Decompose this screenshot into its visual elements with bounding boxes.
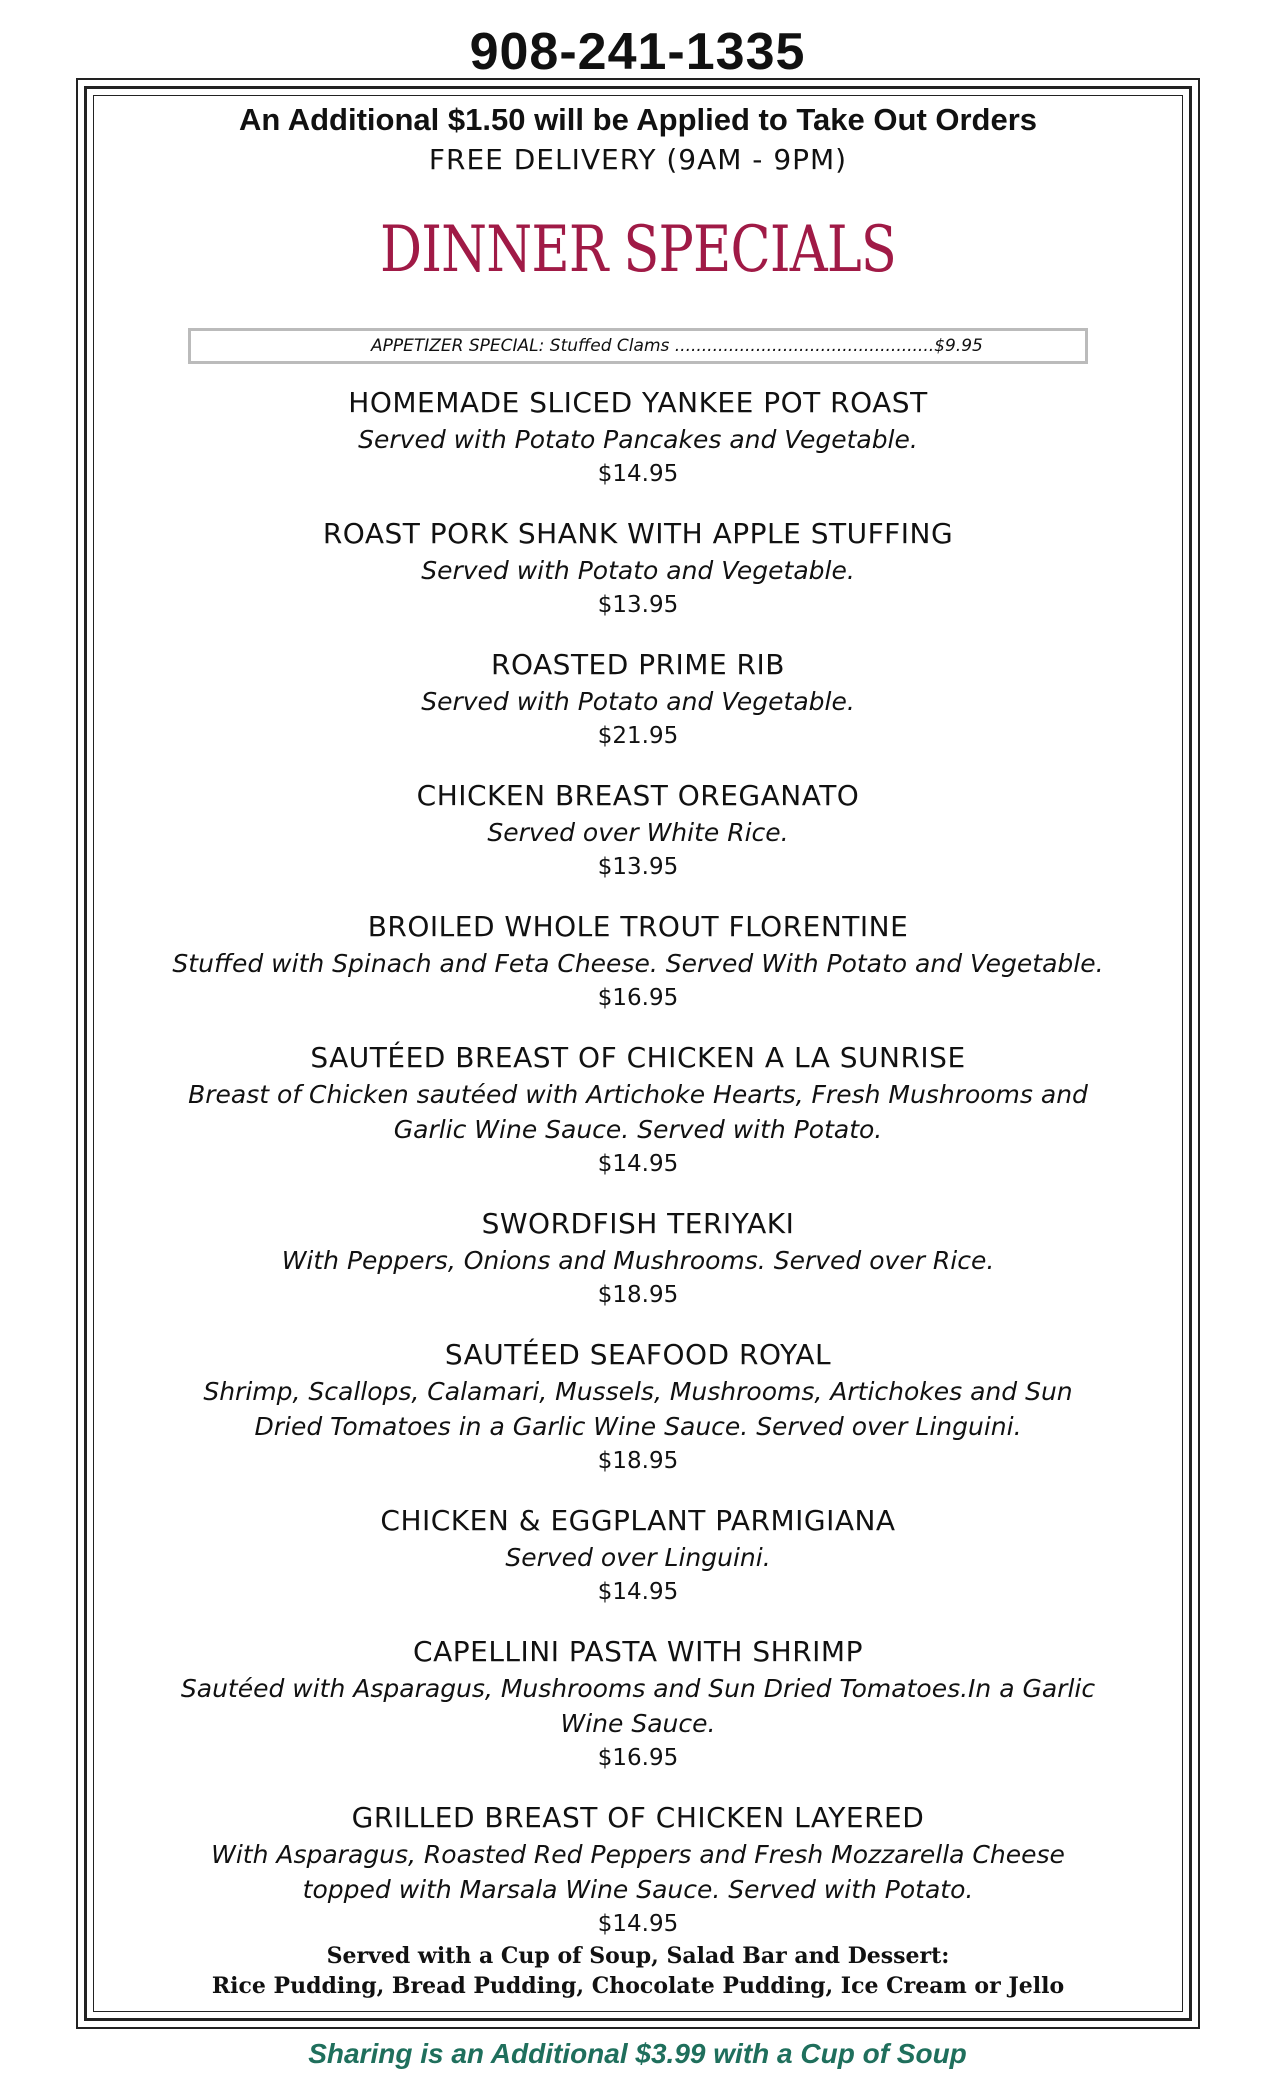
menu-item — [100, 1039, 1176, 1181]
item-name: CAPELLINI PASTA WITH SHRIMP — [413, 1635, 863, 1668]
menu-item — [100, 384, 1176, 491]
item-price: $14.95 — [597, 1151, 679, 1177]
menu-item — [100, 777, 1176, 884]
item-price: $18.95 — [597, 1282, 679, 1308]
appetizer-label: APPETIZER SPECIAL: Stuffed Clams ................................................ — [371, 336, 935, 356]
item-description: Breast of Chicken sautéed with Artichoke Hearts, Fresh Mushrooms and Garlic Wine Sauce. Served with Potato. — [188, 1080, 1088, 1144]
phone-number: 908-241-1335 — [469, 23, 806, 81]
item-name: SAUTÉED BREAST OF CHICKEN A LA SUNRISE — [310, 1041, 966, 1074]
menu-items-list — [100, 384, 1176, 1941]
item-description: Sautéed with Asparagus, Mushrooms and Sun Dried Tomatoes.In a Garlic Wine Sauce. — [180, 1674, 1096, 1738]
item-name: ROASTED PRIME RIB — [491, 648, 785, 681]
menu-item — [100, 1799, 1176, 1941]
menu-item — [100, 1205, 1176, 1312]
includes-line-2: Rice Pudding, Bread Pudding, Chocolate Pudding, Ice Cream or Jello — [211, 1973, 1065, 1999]
item-name: SWORDFISH TERIYAKI — [481, 1207, 795, 1240]
item-name: SAUTÉED SEAFOOD ROYAL — [444, 1338, 832, 1371]
dinner-includes — [100, 1941, 1176, 2001]
includes-line-1: Served with a Cup of Soup, Salad Bar and Dessert: — [326, 1943, 950, 1969]
menu-content — [100, 100, 1176, 2001]
appetizer-special-box — [188, 328, 1088, 364]
item-price: $13.95 — [597, 592, 679, 618]
item-description: Served with Potato Pancakes and Vegetable. — [358, 425, 918, 454]
item-price: $13.95 — [597, 854, 679, 880]
item-price: $18.95 — [597, 1448, 679, 1474]
menu-item — [100, 1633, 1176, 1775]
sharing-notice: Sharing is an Additional $3.99 with a Cup of Soup — [308, 2038, 967, 2069]
item-price: $16.95 — [597, 1745, 679, 1771]
menu-item — [100, 646, 1176, 753]
delivery-notice: FREE DELIVERY (9AM - 9PM) — [428, 143, 848, 176]
item-price: $16.95 — [597, 985, 679, 1011]
item-name: HOMEMADE SLICED YANKEE POT ROAST — [348, 386, 928, 419]
menu-item — [100, 1502, 1176, 1609]
item-price: $14.95 — [597, 1579, 679, 1605]
item-price: $21.95 — [597, 723, 679, 749]
item-name: CHICKEN BREAST OREGANATO — [416, 779, 860, 812]
page-title: DINNER SPECIALS — [379, 213, 897, 287]
item-description: Served with Potato and Vegetable. — [421, 687, 855, 716]
menu-item — [100, 1336, 1176, 1478]
item-description: Served over Linguini. — [505, 1543, 771, 1572]
item-name: ROAST PORK SHANK WITH APPLE STUFFING — [322, 517, 954, 550]
takeout-notice: An Additional $1.50 will be Applied to Take Out Orders — [238, 102, 1038, 137]
item-price: $14.95 — [597, 1911, 679, 1937]
item-name: BROILED WHOLE TROUT FLORENTINE — [367, 910, 909, 943]
item-price: $14.95 — [597, 461, 679, 487]
menu-item — [100, 908, 1176, 1015]
menu-item — [100, 515, 1176, 622]
item-description: Stuffed with Spinach and Feta Cheese. Served With Potato and Vegetable. — [172, 949, 1104, 978]
item-description: Served with Potato and Vegetable. — [421, 556, 855, 585]
item-description: Served over White Rice. — [487, 818, 789, 847]
item-name: CHICKEN & EGGPLANT PARMIGIANA — [380, 1504, 896, 1537]
item-description: With Peppers, Onions and Mushrooms. Served over Rice. — [281, 1246, 995, 1275]
item-description: With Asparagus, Roasted Red Peppers and Fresh Mozzarella Cheese topped with Marsala Wine Sauce. Served with Potato. — [211, 1840, 1065, 1904]
item-name: GRILLED BREAST OF CHICKEN LAYERED — [351, 1801, 925, 1834]
appetizer-price: $9.95 — [934, 336, 983, 356]
item-description: Shrimp, Scallops, Calamari, Mussels, Mushrooms, Artichokes and Sun Dried Tomatoes in a Garlic Wine Sauce. Served over Linguini. — [203, 1377, 1073, 1441]
